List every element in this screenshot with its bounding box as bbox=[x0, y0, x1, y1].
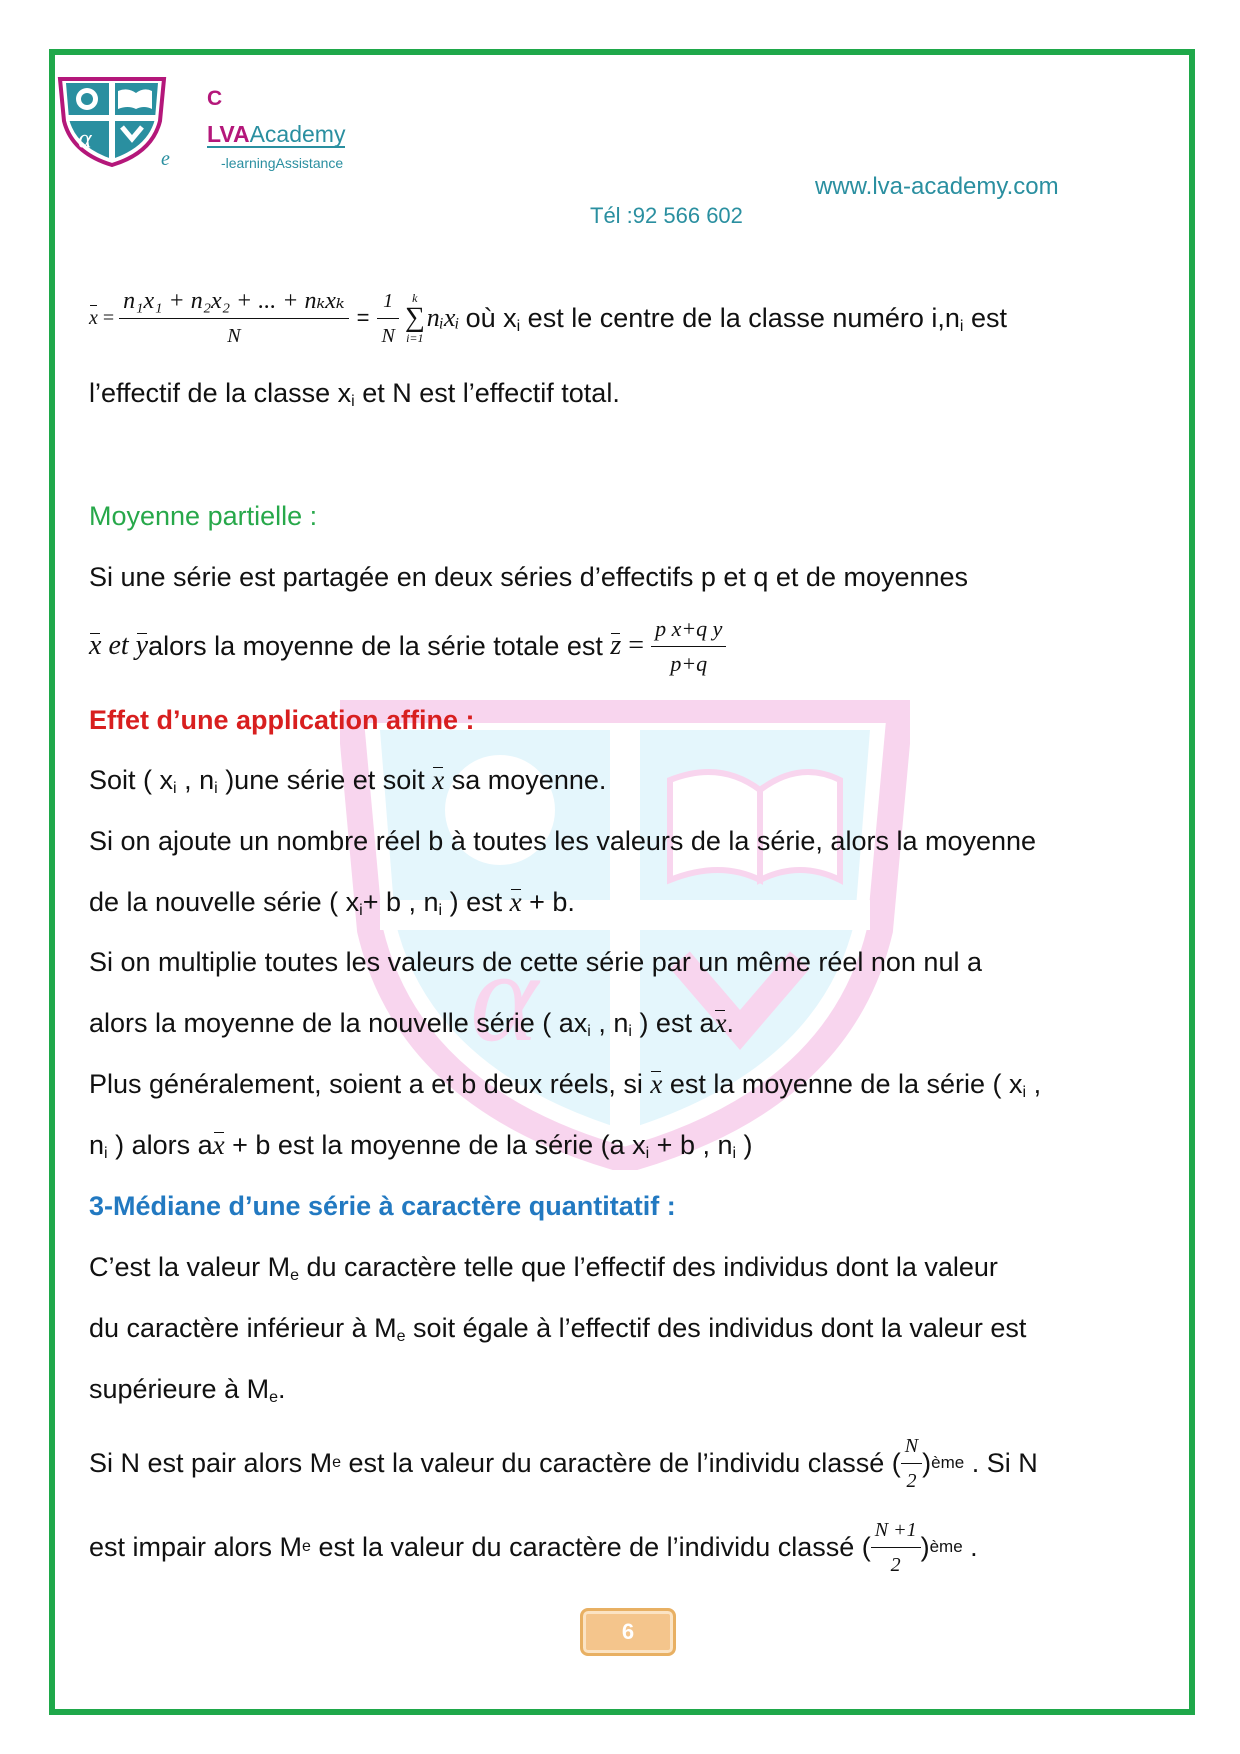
text: + b , n bbox=[362, 887, 439, 917]
affine-line-4: Si on multiplie toutes les valeurs de cette série par un même réel non nul a bbox=[89, 947, 982, 977]
text: , n bbox=[176, 765, 215, 795]
one-over-n-fraction bbox=[377, 284, 398, 353]
text: est le centre de la classe numéro i,n bbox=[520, 303, 960, 333]
sum-term: nᵢxᵢ bbox=[426, 303, 460, 332]
logo-lva: LVA bbox=[207, 121, 250, 147]
text: supérieure à M bbox=[89, 1374, 270, 1404]
text: est bbox=[963, 303, 1007, 333]
text: soit égale à l’effectif des individus dont la valeur est bbox=[405, 1313, 1027, 1343]
median-line-1 bbox=[89, 1250, 998, 1284]
xbar-symbol: x bbox=[432, 765, 445, 795]
subscript: i bbox=[359, 902, 363, 919]
affine-line-5 bbox=[89, 1006, 734, 1040]
subscript: i bbox=[516, 318, 521, 335]
fraction-denominator: 2 bbox=[890, 1553, 901, 1576]
median-line-3 bbox=[89, 1372, 286, 1406]
partial-mean-heading: Moyenne partielle : bbox=[89, 501, 318, 531]
formula-equals-2: = bbox=[356, 305, 370, 330]
zbar-symbol: z bbox=[610, 630, 622, 661]
text: + b. bbox=[521, 887, 575, 917]
subscript: i bbox=[173, 780, 177, 797]
fraction-denominator: 2 bbox=[906, 1469, 917, 1492]
sum-symbol-icon: ∑ bbox=[404, 302, 425, 333]
text: ) alors a bbox=[107, 1130, 213, 1160]
text: . Si N bbox=[964, 1448, 1038, 1478]
logo-shield-icon bbox=[56, 77, 168, 167]
xbar-symbol: x bbox=[212, 1130, 225, 1160]
text: )une série et soit bbox=[217, 765, 433, 795]
subscript: e bbox=[269, 1389, 278, 1406]
mean-definition-line-2 bbox=[89, 376, 620, 410]
subscript: i bbox=[214, 780, 218, 797]
subscript: i bbox=[732, 1145, 737, 1162]
n-over-2-fraction bbox=[901, 1429, 922, 1498]
website-link[interactable]: www.lva-academy.com bbox=[815, 173, 1059, 200]
logo-subtitle: -learningAssistance bbox=[221, 155, 344, 171]
summation bbox=[405, 292, 425, 344]
fraction-numerator: N +1 bbox=[871, 1513, 921, 1548]
subscript: i bbox=[959, 318, 964, 335]
text: , bbox=[1026, 1069, 1042, 1099]
text: . bbox=[278, 1374, 286, 1404]
sum-lower-bound: i=1 bbox=[406, 331, 424, 345]
text: + b est la moyenne de la série (a x bbox=[224, 1130, 646, 1160]
text: n bbox=[89, 1130, 105, 1160]
phone-number: Tél :92 566 602 bbox=[590, 203, 743, 228]
text: , n bbox=[590, 1008, 629, 1038]
partial-mean-line-1: Si une série est partagée en deux séries d’effectifs p et q et de moyennes bbox=[89, 562, 969, 592]
affine-heading: Effet d’une application affine : bbox=[89, 705, 475, 735]
text: l’effectif de la classe x bbox=[89, 378, 352, 408]
mean-symbol: x bbox=[89, 301, 98, 335]
mean-numerator: n₁x₁ + n₂x₂ + ... + nₖxₖ bbox=[119, 284, 348, 319]
mean-denominator: N bbox=[227, 324, 241, 347]
logo-letter-c: C bbox=[207, 87, 223, 110]
text: est impair alors M bbox=[89, 1532, 303, 1562]
subscript: e bbox=[396, 1328, 406, 1345]
svg-text:α: α bbox=[470, 925, 539, 1069]
affine-line-1 bbox=[89, 763, 606, 797]
logo-academy: Academy bbox=[249, 121, 346, 147]
xbar-symbol: x bbox=[89, 630, 102, 661]
text: C’est la valeur M bbox=[89, 1252, 291, 1282]
subscript: i bbox=[104, 1145, 108, 1162]
partial-mean-text: alors la moyenne de la série totale est bbox=[148, 631, 611, 661]
ybar-symbol: y bbox=[135, 630, 149, 661]
mean-formula-line bbox=[89, 288, 1007, 348]
sum-upper-bound: k bbox=[412, 291, 418, 305]
mean-definition-text bbox=[466, 301, 1007, 335]
text: + b , n bbox=[649, 1130, 733, 1160]
fraction-numerator: N bbox=[901, 1429, 922, 1464]
text: alors la moyenne de la nouvelle série ( ax bbox=[89, 1008, 588, 1038]
affine-line-3 bbox=[89, 885, 575, 919]
text: ) est a bbox=[631, 1008, 715, 1038]
formula-equals: = bbox=[621, 630, 652, 661]
et-word: et bbox=[101, 630, 136, 661]
formula-equals: = bbox=[102, 307, 115, 329]
text: est la valeur du caractère de l’individu classé ( bbox=[310, 1532, 871, 1562]
median-line-4: Si N est pair alors M e est la valeur du caractère de l’individu classé ( $\frac{N}{2}$ ) ème . Si N bbox=[89, 1432, 1038, 1494]
text: est la moyenne de la série ( x bbox=[662, 1069, 1023, 1099]
logo-brand bbox=[207, 122, 345, 148]
text: ) est bbox=[442, 887, 510, 917]
fraction-n: N bbox=[381, 324, 395, 347]
text: et N est l’effectif total. bbox=[354, 378, 620, 408]
subscript: i bbox=[587, 1023, 591, 1040]
partial-mean-line-2 bbox=[89, 612, 726, 680]
text: de la nouvelle série ( x bbox=[89, 887, 360, 917]
subscript: i bbox=[351, 393, 355, 410]
affine-line-2: Si on ajoute un nombre réel b à toutes les valeurs de la série, alors la moyenne bbox=[89, 826, 1037, 856]
subscript: i bbox=[645, 1145, 650, 1162]
text: ) bbox=[922, 1448, 932, 1478]
text: ) bbox=[736, 1130, 753, 1160]
partial-mean-fraction bbox=[651, 612, 726, 681]
text: Si N est pair alors M bbox=[89, 1448, 333, 1478]
partial-denominator: p+q bbox=[670, 650, 708, 676]
text: où x bbox=[465, 303, 517, 333]
text: Soit ( x bbox=[89, 765, 174, 795]
subscript: i bbox=[438, 902, 443, 919]
text: . bbox=[962, 1532, 978, 1562]
partial-numerator: p x+q y bbox=[651, 612, 726, 647]
text: du caractère inférieur à M bbox=[89, 1313, 397, 1343]
subscript: e bbox=[290, 1267, 299, 1284]
text: Plus généralement, soient a et b deux réels, si bbox=[89, 1069, 651, 1099]
xbar-symbol: x bbox=[714, 1008, 727, 1038]
text: ) bbox=[920, 1532, 930, 1562]
text: sa moyenne. bbox=[444, 765, 607, 795]
mean-fraction bbox=[119, 284, 348, 353]
subscript: i bbox=[1022, 1084, 1027, 1101]
text: . bbox=[726, 1008, 734, 1038]
svg-text:α: α bbox=[78, 124, 92, 153]
subscript: i bbox=[628, 1023, 632, 1040]
median-line-5: est impair alors M e est la valeur du caractère de l’individu classé ( $\frac{N +1}{2}$ ) ème . bbox=[89, 1516, 978, 1578]
text: est la valeur du caractère de l’individu classé ( bbox=[340, 1448, 901, 1478]
xbar-symbol: x bbox=[650, 1069, 663, 1099]
logo-e-letter: e bbox=[161, 148, 170, 170]
n-plus-1-over-2-fraction bbox=[871, 1513, 921, 1582]
affine-line-7 bbox=[89, 1128, 753, 1162]
text: du caractère telle que l’effectif des individus dont la valeur bbox=[298, 1252, 998, 1282]
fraction-one: 1 bbox=[377, 284, 398, 319]
median-line-2 bbox=[89, 1311, 1026, 1345]
affine-line-6 bbox=[89, 1067, 1041, 1101]
page-number-badge: 6 bbox=[580, 1608, 676, 1656]
median-heading: 3-Médiane d’une série à caractère quantitatif : bbox=[89, 1191, 676, 1221]
xbar-symbol: x bbox=[509, 887, 522, 917]
